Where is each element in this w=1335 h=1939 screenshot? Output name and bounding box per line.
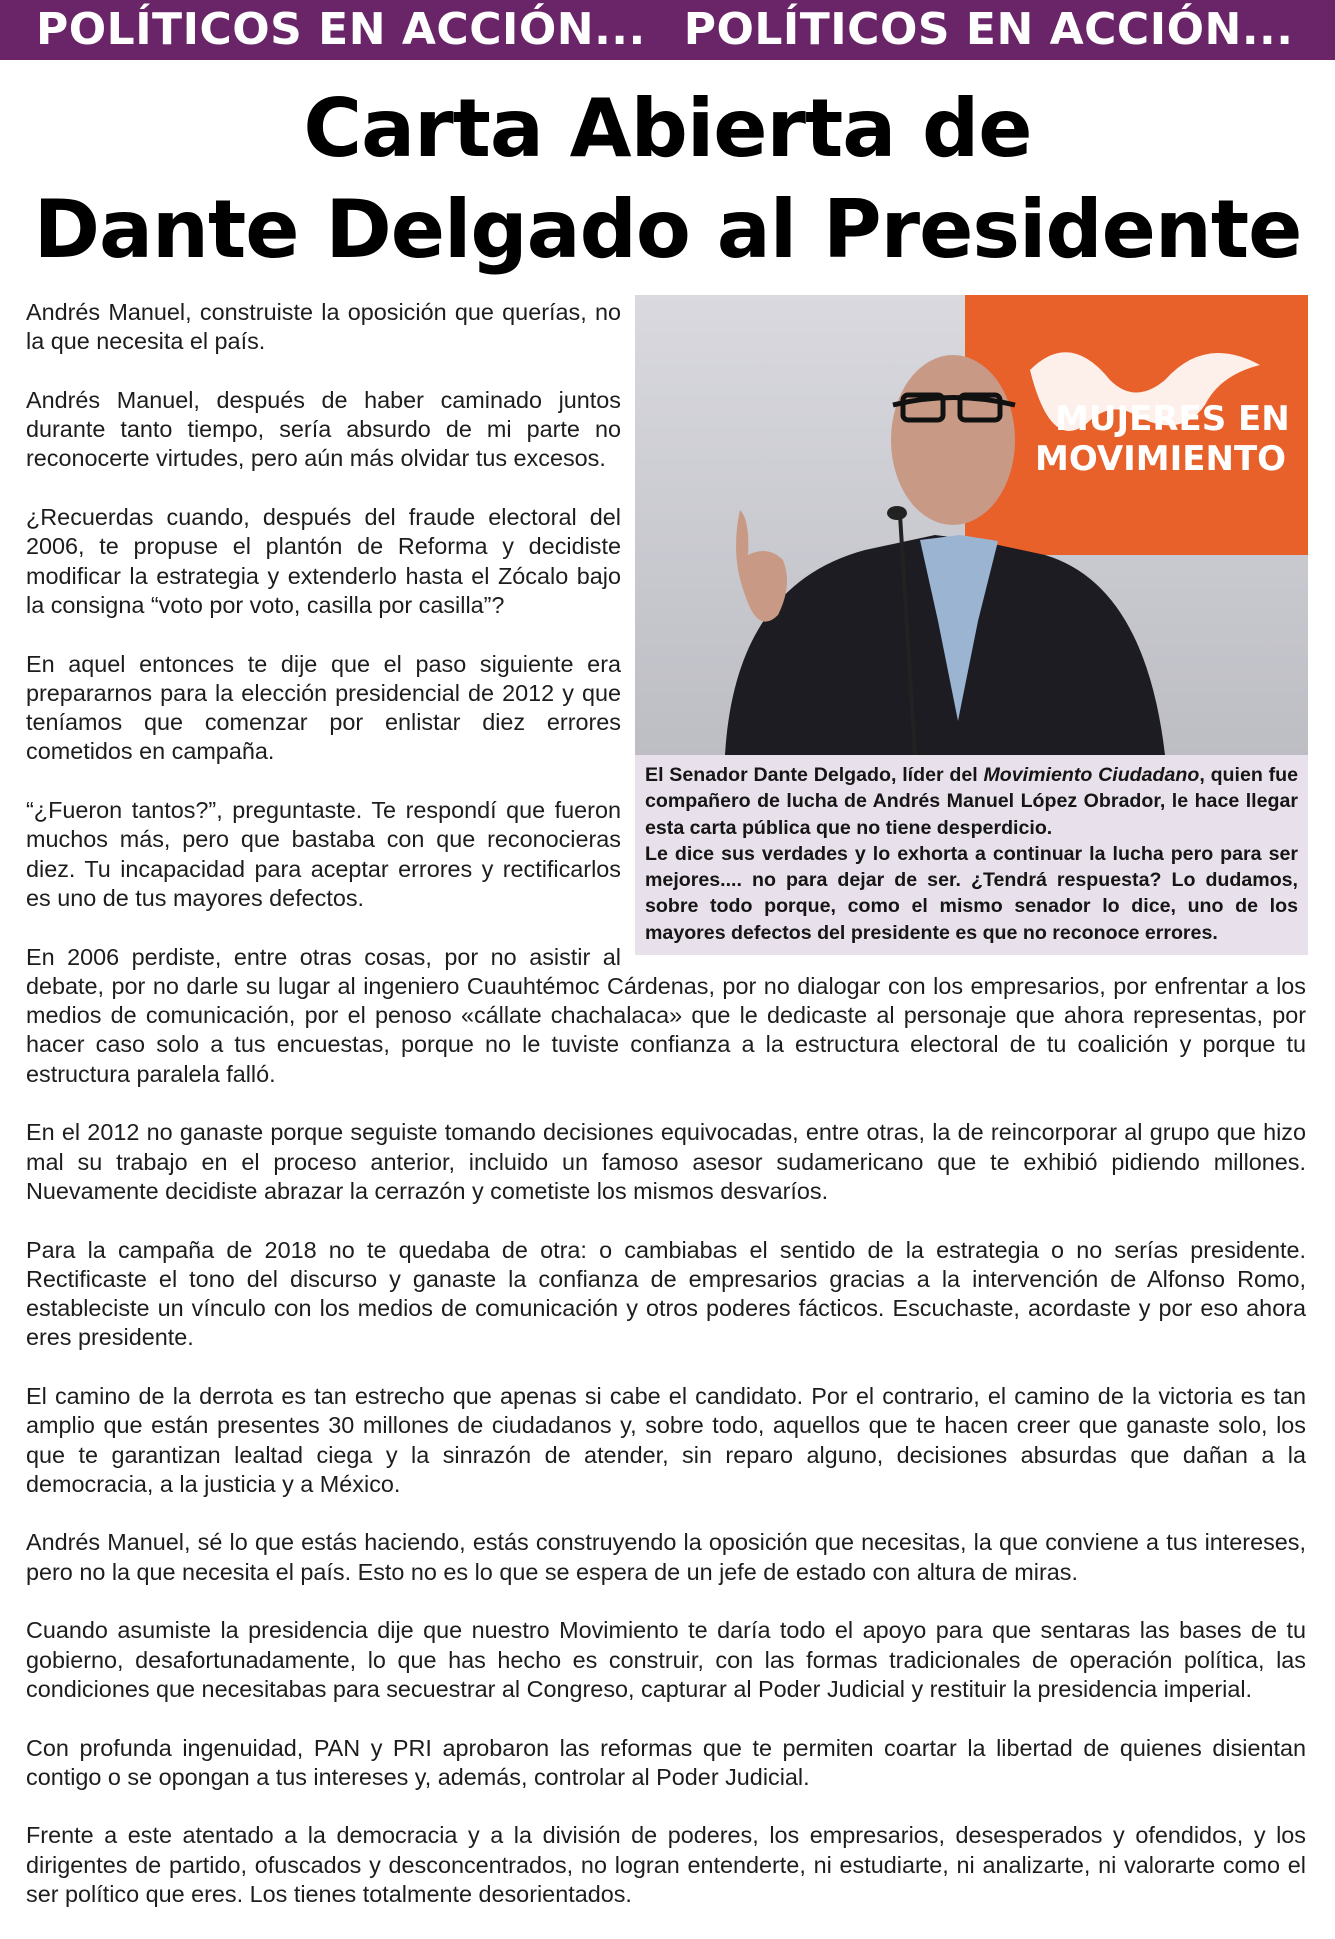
speaker-photo bbox=[635, 295, 1308, 755]
caption-paragraph-2: Le dice sus verdades y lo exhorta a continuar la lucha pero para ser mejores.... no para dejar de ser. ¿Tendrá respuesta? Lo dudamos, sobre todo porque, como el mismo senador lo dice, uno de los mayores defectos del presidente es que no reconoce errores. bbox=[645, 842, 1298, 944]
speaker-photo-illustration bbox=[635, 295, 1308, 755]
paragraph-5: “¿Fueron tantos?”, preguntaste. Te respondí que fueron muchos más, pero que bastaba con que reconocieras diez. Tu incapacidad para aceptar errores y rectificarlos es uno de tus mayores defectos. bbox=[26, 797, 621, 911]
photo-caption bbox=[635, 755, 1308, 955]
headline-line-2: Dante Delgado al Presidente bbox=[33, 183, 1302, 276]
caption-paragraph-1 bbox=[645, 762, 1298, 841]
article-body bbox=[26, 298, 1306, 1939]
banner-text-2: POLÍTICOS EN ACCIÓN... bbox=[683, 4, 1294, 55]
backdrop-text-1: MUJERES EN bbox=[1055, 399, 1290, 439]
headline-line-1: Carta Abierta de bbox=[303, 82, 1032, 175]
banner-text-1: POLÍTICOS EN ACCIÓN... bbox=[36, 4, 646, 55]
paragraph-11: Cuando asumiste la presidencia dije que nuestro Movimiento te daría todo el apoyo para que sentaras las bases de tu gobierno, desafortunadamente, lo que has hecho es construir, con las formas tradicionales de operación política, las condiciones que necesitabas para secuestrar al Congreso, capturar al Poder Judicial y restituir la presidencia imperial. bbox=[26, 1617, 1306, 1702]
photo-figure bbox=[635, 295, 1308, 955]
caption-text-1a: El Senador Dante Delgado, líder del bbox=[645, 764, 984, 786]
caption-text-1b: , quien fue compañero de lucha de Andrés Manuel López Obrador, le hace llegar esta carta pública que no tiene desperdicio. bbox=[645, 764, 1299, 839]
paragraph-2: Andrés Manuel, después de haber caminado juntos durante tanto tiempo, sería absurdo de mi parte no reconocerte virtudes, pero aún más olvidar tus excesos. bbox=[26, 386, 621, 472]
section-banner bbox=[0, 0, 1335, 60]
paragraph-8: Para la campaña de 2018 no te quedaba de otra: o cambiabas el sentido de la estrategia o no serías presidente. Rectificaste el tono del discurso y ganaste la confianza de empresarios gracias a la intervención de Alfonso Romo, estableciste un vínculo con los medios de comunicación y otros poderes fácticos. Escuchaste, acordaste y por eso ahora eres presidente. bbox=[26, 1236, 1306, 1351]
raised-hand-shape bbox=[736, 510, 787, 622]
paragraph-1: Andrés Manuel, construiste la oposición que querías, no la que necesita el país. bbox=[26, 299, 621, 355]
paragraph-10: Andrés Manuel, sé lo que estás haciendo, estás construyendo la oposición que necesitas, la que conviene a tus intereses, pero no la que necesita el país. Esto no es lo que se espera de un jefe de estado con altura de miras. bbox=[26, 1529, 1306, 1585]
paragraph-4: En aquel entonces te dije que el paso siguiente era prepararnos para la elección presidencial de 2012 y que teníamos que comenzar por enlistar diez errores cometidos en campaña. bbox=[26, 650, 621, 765]
microphone-icon bbox=[887, 506, 907, 520]
headline bbox=[0, 78, 1335, 280]
caption-italic-org: Movimiento Ciudadano bbox=[983, 764, 1200, 786]
backdrop-text-2: MOVIMIENTO bbox=[1035, 439, 1287, 479]
paragraph-6: En 2006 perdiste, entre otras cosas, por no asistir al debate, por no darle su lugar al ingeniero Cuauhtémoc Cárdenas, por no dialogar con los empresarios, por enfrentar a los medios de comunicación, por el penoso «cállate chachalaca» que le dedicaste al personaje que ahora representas, por hacer caso solo a tus encuestas, porque no le tuviste confianza a la estructura electoral de tu coalición y porque tu estructura paralela falló. bbox=[26, 943, 1306, 1087]
paragraph-12: Con profunda ingenuidad, PAN y PRI aprobaron las reformas que te permiten coartar la libertad de quienes disientan contigo o se opongan a tus intereses y, además, controlar al Poder Judicial. bbox=[26, 1734, 1306, 1790]
paragraph-3: ¿Recuerdas cuando, después del fraude electoral del 2006, te propuse el plantón de Reforma y decidiste modificar la estrategia y extenderlo hasta el Zócalo bajo la consigna “voto por voto, casilla por casilla”? bbox=[26, 504, 621, 618]
paragraph-9: El camino de la derrota es tan estrecho que apenas si cabe el candidato. Por el contrario, el camino de la victoria es tan amplio que están presentes 30 millones de ciudadanos y, sobre todo, aquellos que te hacen creer que ganaste solo, los que te garantizan lealtad ciega y la sinrazón de atender, sin reparo alguno, decisiones absurdas que dañan a la democracia, a la justicia y a México. bbox=[26, 1382, 1306, 1497]
paragraph-13: Frente a este atentado a la democracia y a la división de poderes, los empresarios, desesperados y ofendidos, y los dirigentes de partido, ofuscados y desconcentrados, no logran entenderte, ni estudiarte, ni analizarte, ni valorarte como el ser político que eres. Los tienes totalmente desorientados. bbox=[26, 1822, 1306, 1908]
head-shape bbox=[891, 355, 1015, 525]
paragraph-7: En el 2012 no ganaste porque seguiste tomando decisiones equivocadas, entre otras, la de reincorporar al grupo que hizo mal su trabajo en el proceso anterior, incluido un famoso asesor sudamericano que te exhibió pidiendo millones. Nuevamente decidiste abrazar la cerrazón y cometiste los mismos desvaríos. bbox=[26, 1119, 1306, 1204]
